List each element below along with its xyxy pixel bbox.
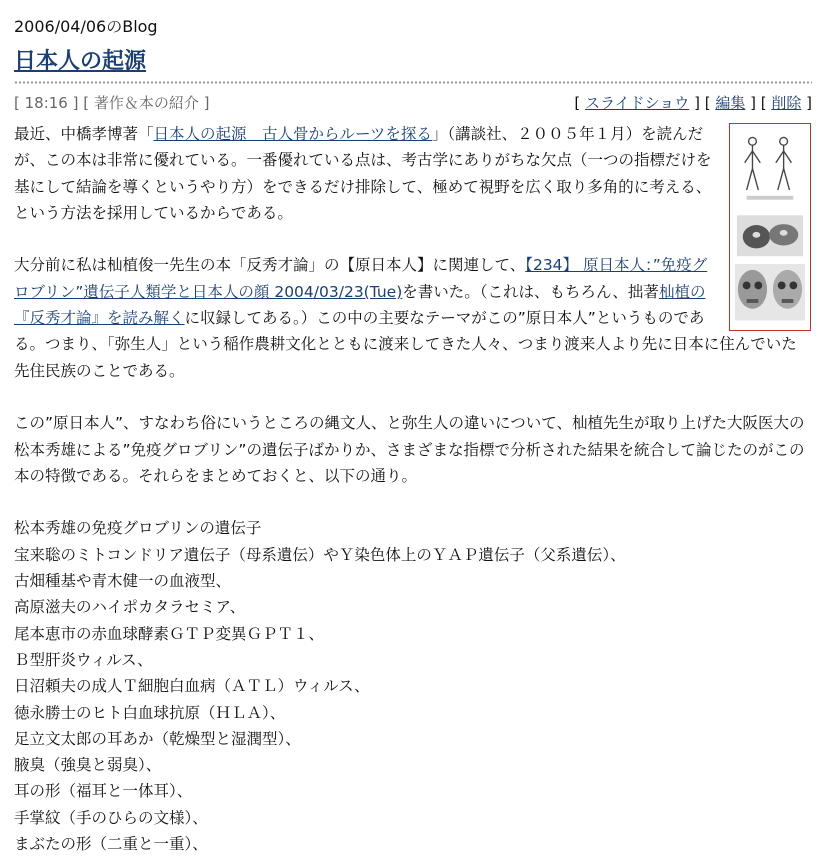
list-item: 耳の形（福耳と一体耳）、 <box>14 782 193 801</box>
post-body <box>14 121 811 857</box>
list-item: 足立文太郎の耳あか（乾燥型と湿潤型）、 <box>14 729 301 748</box>
text: に収録してある。）この中の主要なテーマがこの”原日本人”というものである。つまり、「弥生人」という稲作農耕文化とともに渡来してきた人々、つまり渡来人より先に日本に住んでいた先住民族のことである。 <box>14 309 797 380</box>
bracket-sep: ] [ <box>689 94 716 112</box>
skull-photos-icon <box>733 128 807 326</box>
text: 最近、中橋孝博著「 <box>14 125 154 143</box>
bracket-close: ] <box>801 94 812 112</box>
list-item: 手掌紋（手のひらの文様）、 <box>14 808 208 827</box>
post-actions <box>574 92 812 113</box>
post-time: [ 18:16 ] <box>14 94 79 112</box>
delete-link[interactable]: 削除 <box>771 94 802 112</box>
post-meta <box>14 92 210 113</box>
list-item: 徳永勝士のヒト白血球抗原（ＨＬＡ）、 <box>14 703 286 722</box>
post-title[interactable]: 日本人の起源 <box>14 49 147 74</box>
bracket-sep: ] [ <box>745 94 772 112</box>
list-item: 宝来聡のミトコンドリア遺伝子（母系遺伝）やＹ染色体上のＹＡＰ遺伝子（父系遺伝）、 <box>14 545 626 564</box>
list-item: 日沼頼夫の成人Ｔ細胞白血病（ＡＴＬ）ウィルス、 <box>14 677 370 696</box>
text: 大分前に私は杣植俊一先生の本「反秀才論」の【原日本人】に関連して、 <box>14 256 526 275</box>
slideshow-link[interactable]: スライドショウ <box>585 94 690 112</box>
text: を書いた。（これは、もちろん、拙著 <box>402 282 659 301</box>
post-category: [ 著作＆本の紹介 ] <box>83 94 210 112</box>
paragraph-1 <box>14 121 811 226</box>
list-item: 松本秀雄の免疫グロブリンの遺伝子 <box>14 519 262 538</box>
indicator-list <box>14 515 811 857</box>
list-item: まぶたの形（二重と一重）、 <box>14 835 208 854</box>
edit-link[interactable]: 編集 <box>715 94 746 112</box>
text: 」（講談社、２００５年１月）を読んだが、この本は非常に優れている。一番優れている点は、考古学にありがちな欠点（一つの指標だけを基にして結論を導くというやり方）をできるだけ排除して、極めて視野を広く取り多角的に考える、という方法を採用しているからである。 <box>14 125 712 222</box>
list-item: 高原滋夫のハイポカタラセミア、 <box>14 598 246 617</box>
bracket-open: [ <box>574 94 586 112</box>
dotted-divider <box>14 81 812 84</box>
blog-entry-link[interactable]: 【234】 原日本人：”免疫グロブリン”遺伝子人類学と日本人の顔 2004/03/23(Tue) <box>14 256 708 301</box>
skull-photos-image[interactable] <box>729 123 811 331</box>
list-item: Ｂ型肝炎ウィルス、 <box>14 650 153 669</box>
book-link[interactable]: 日本人の起源 古人骨からルーツを探る <box>153 125 432 143</box>
book-title-link[interactable]: 杣植の『反秀才論』を読み解く <box>14 282 706 328</box>
paragraph-2 <box>14 252 811 383</box>
list-item: 古畑種基や青木健一の血液型、 <box>14 572 232 591</box>
list-item: 尾本恵市の赤血球酵素ＧＴＰ変異ＧＰＴ１、 <box>14 624 325 643</box>
blog-date: 2006/04/06のBlog <box>14 17 158 36</box>
paragraph-3: この”原日本人”、すなわち俗にいうところの縄文人、と弥生人の違いについて、杣植先生が取り上げた大阪医大の松本秀雄による”免疫グロブリン”の遺伝子ばかりか、さまざまな指標で分析された結果を統合して論じたのがこの本の特徴である。それらをまとめておくと、以下の通り。 <box>14 414 805 485</box>
list-item: 腋臭（強臭と弱臭）、 <box>14 756 162 775</box>
